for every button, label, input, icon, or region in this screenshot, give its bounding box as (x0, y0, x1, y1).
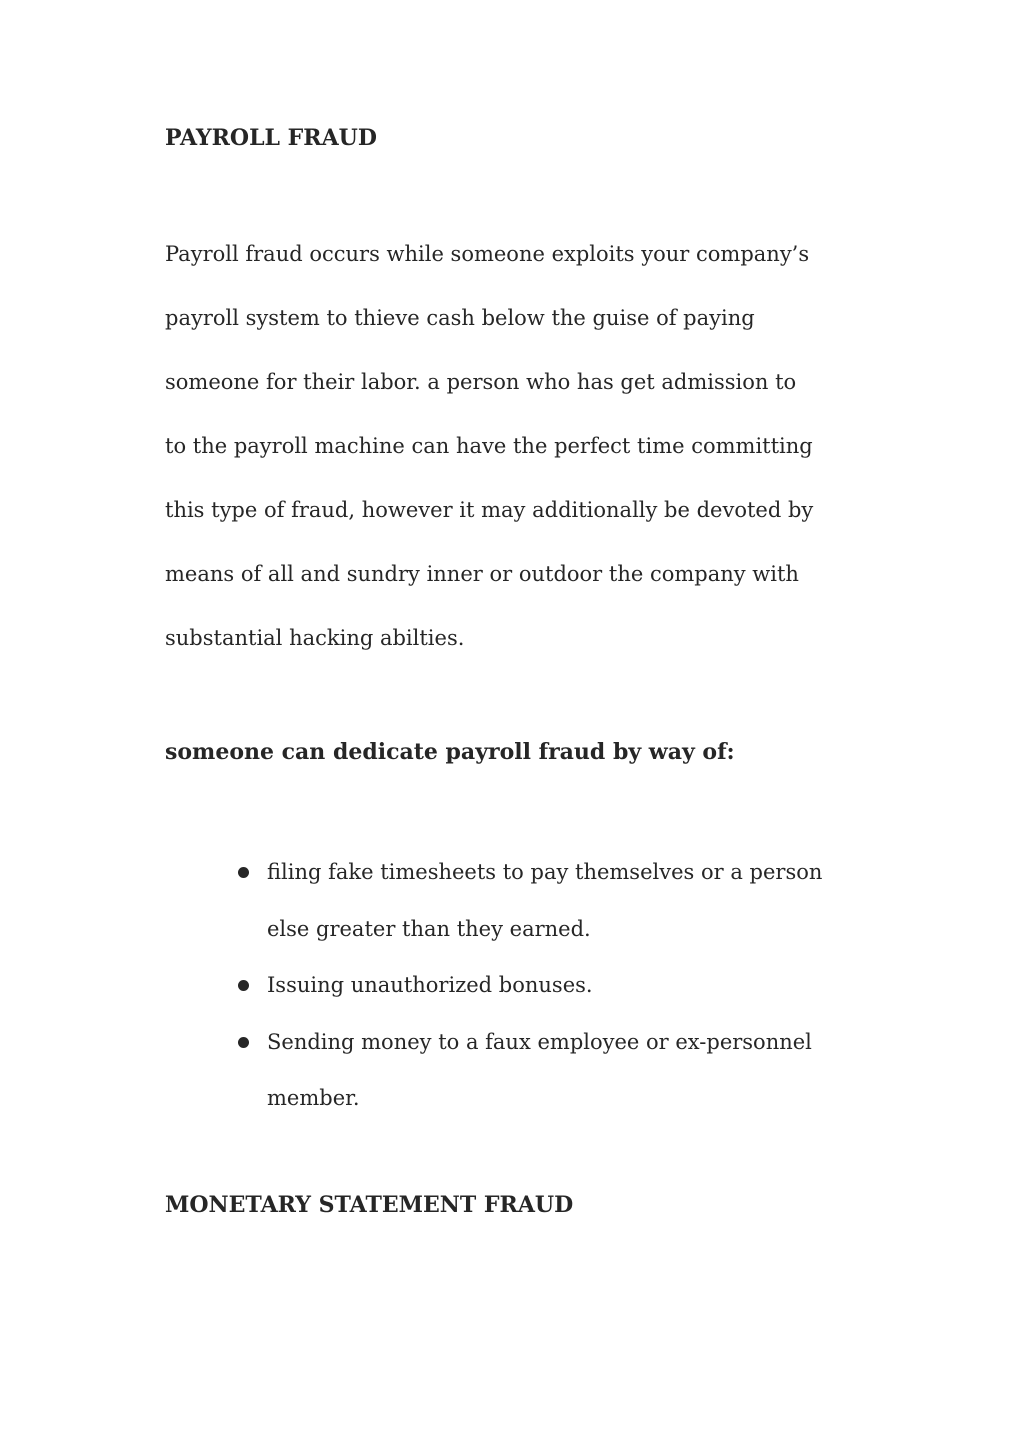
subheading-methods: someone can dedicate payroll fraud by way of: (165, 739, 735, 765)
bullet-list-methods (236, 844, 876, 1127)
bullet-item (236, 1014, 876, 1127)
bullet-dot-icon (238, 980, 249, 991)
paragraph-line: means of all and sundry inner or outdoor the company with (165, 562, 799, 586)
bullet-item (236, 957, 876, 1014)
bullet-line: else greater than they earned. (267, 916, 591, 941)
bullet-line: member. (267, 1086, 360, 1110)
bullet-item (236, 844, 876, 957)
paragraph-line: someone for their labor. a person who has get admission to (165, 370, 797, 394)
bullet-dot-icon (238, 867, 249, 878)
paragraph-payroll-fraud-definition (165, 222, 865, 670)
paragraph-line: this type of fraud, however it may additionally be devoted by (165, 498, 814, 522)
section-heading-monetary-statement-fraud: MONETARY STATEMENT FRAUD (165, 1192, 574, 1218)
bullet-line: Issuing unauthorized bonuses. (267, 973, 593, 997)
paragraph-line: substantial hacking abilties. (165, 626, 465, 650)
section-heading-payroll-fraud: PAYROLL FRAUD (165, 125, 377, 151)
paragraph-line: payroll system to thieve cash below the guise of paying (165, 306, 755, 330)
bullet-line: filing fake timesheets to pay themselves or a person (267, 860, 823, 884)
paragraph-line: to the payroll machine can have the perfect time committing (165, 434, 813, 458)
paragraph-line: Payroll fraud occurs while someone exploits your company’s (165, 242, 810, 266)
bullet-dot-icon (238, 1037, 249, 1048)
bullet-line: Sending money to a faux employee or ex-personnel (267, 1029, 812, 1054)
